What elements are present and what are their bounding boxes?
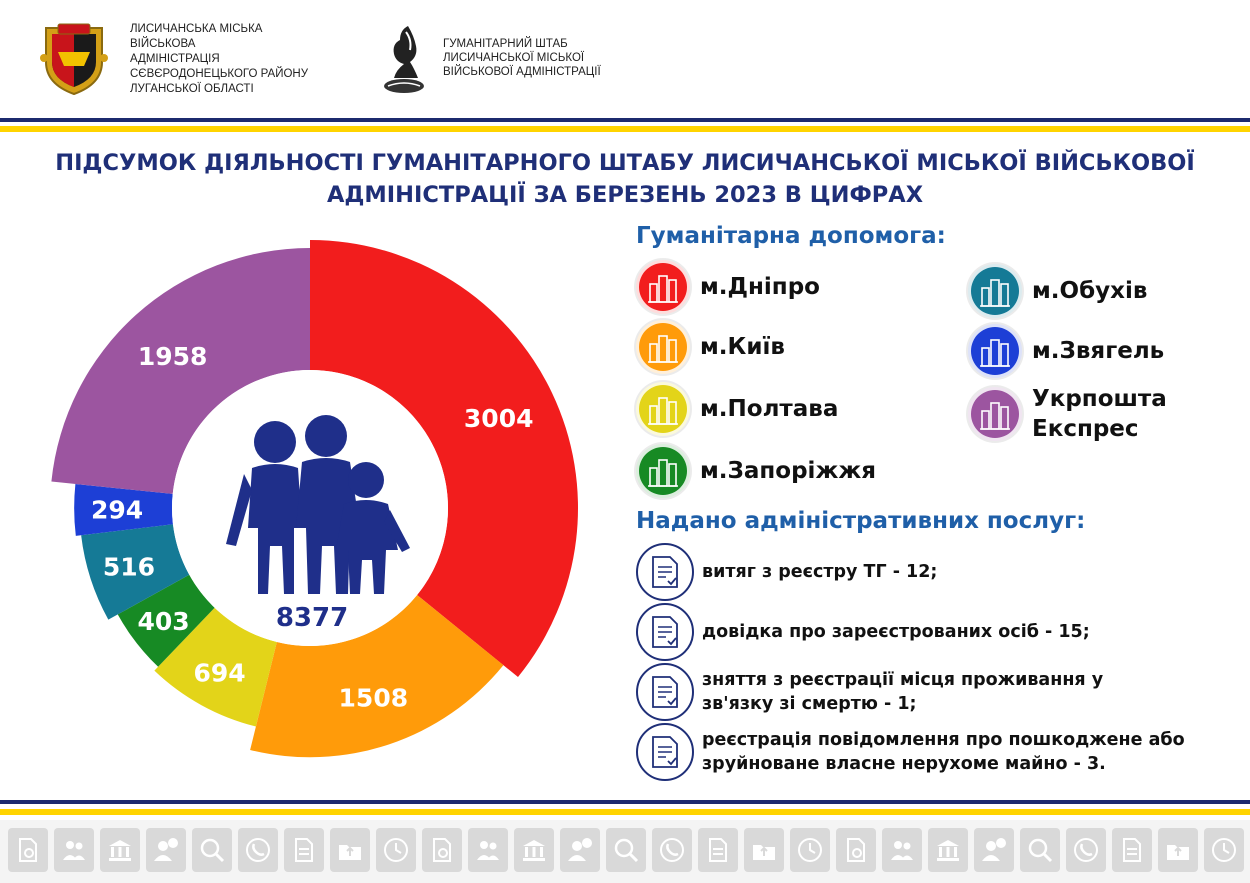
document-icon xyxy=(1112,828,1152,872)
city-icon xyxy=(968,324,1022,378)
org1-line: СЄВЄРОДОНЕЦЬКОГО РАЙОНУ xyxy=(130,68,309,80)
service-item xyxy=(636,543,937,601)
user-alert-icon xyxy=(146,828,186,872)
slice-value-label: 1508 xyxy=(338,683,409,713)
clock-icon xyxy=(376,828,416,872)
aid-section-title: Гуманітарна допомога: xyxy=(636,223,946,249)
legend-item-zaporizhzhia xyxy=(636,444,876,498)
service-text xyxy=(702,668,1103,716)
service-line: зруйноване власне нерухоме майно - 3. xyxy=(702,754,1106,774)
org1-line: ЛИСИЧАНСЬКА МІСЬКА xyxy=(130,23,263,35)
city-icon xyxy=(968,387,1022,441)
folder-upload-icon xyxy=(744,828,784,872)
legend-item-dnipro xyxy=(636,260,820,314)
bank-icon xyxy=(100,828,140,872)
phone-icon xyxy=(652,828,692,872)
clock-icon xyxy=(1204,828,1244,872)
donut-chart-svg xyxy=(30,228,590,788)
org1-line: АДМІНІСТРАЦІЯ xyxy=(130,53,220,65)
search-info-icon xyxy=(192,828,232,872)
footer-icon-band xyxy=(0,820,1250,883)
service-line: зв'язку зі смертю - 1; xyxy=(702,694,917,714)
document-check-icon xyxy=(636,663,694,721)
horse-logo-icon xyxy=(378,22,430,96)
document-icon xyxy=(698,828,738,872)
legend-label: м.Обухів xyxy=(1032,278,1148,304)
header xyxy=(0,0,1250,118)
people-icon xyxy=(468,828,508,872)
city-icon xyxy=(636,320,690,374)
org1-name xyxy=(130,22,308,97)
city-icon xyxy=(636,382,690,436)
service-text xyxy=(702,620,1090,644)
bank-icon xyxy=(514,828,554,872)
service-line: зняття з реєстрації місця проживання у xyxy=(702,670,1104,690)
search-info-icon xyxy=(606,828,646,872)
document-check-icon xyxy=(636,723,694,781)
title-line: ПІДСУМОК ДІЯЛЬНОСТІ ГУМАНІТАРНОГО ШТАБУ ЛИСИЧАНСЬКОЇ МІСЬКОЇ ВІЙСЬКОВОЇ xyxy=(55,150,1195,176)
document-check-icon xyxy=(636,603,694,661)
service-text xyxy=(702,560,937,584)
people-icon xyxy=(54,828,94,872)
search-info-icon xyxy=(1020,828,1060,872)
legend-item-ukrposhta xyxy=(968,384,1167,444)
service-item xyxy=(636,603,1090,661)
bottom-stripe-yellow xyxy=(0,809,1250,815)
people-icon xyxy=(882,828,922,872)
legend-label: м.Київ xyxy=(700,334,785,360)
legend-label: м.Полтава xyxy=(700,396,839,422)
title-line: АДМІНІСТРАЦІЇ ЗА БЕРЕЗЕНЬ 2023 В ЦИФРАХ xyxy=(326,182,924,208)
bottom-stripe-navy xyxy=(0,800,1250,804)
legend-label xyxy=(1032,384,1167,444)
service-line: реєстрація повідомлення про пошкоджене або xyxy=(702,730,1185,750)
top-stripe-navy xyxy=(0,118,1250,122)
top-stripe-yellow xyxy=(0,126,1250,132)
clock-icon xyxy=(790,828,830,872)
page-title xyxy=(0,147,1250,211)
service-text xyxy=(702,728,1185,776)
legend-label-line: Експрес xyxy=(1032,416,1139,442)
org1-line: ВІЙСЬКОВА xyxy=(130,38,196,50)
document-icon xyxy=(284,828,324,872)
user-alert-icon xyxy=(974,828,1014,872)
slice-value-label: 403 xyxy=(137,606,190,636)
phone-icon xyxy=(238,828,278,872)
city-icon xyxy=(636,444,690,498)
org1-line: ЛУГАНСЬКОЇ ОБЛАСТІ xyxy=(130,83,254,95)
org2-line: ГУМАНІТАРНИЙ ШТАБ xyxy=(443,38,568,50)
document-search-icon xyxy=(8,828,48,872)
slice-value-label: 516 xyxy=(102,552,156,582)
phone-icon xyxy=(1066,828,1106,872)
legend-label-line: Укрпошта xyxy=(1032,386,1167,412)
bank-icon xyxy=(928,828,968,872)
coat-of-arms-icon xyxy=(38,22,110,96)
org2-line: ВІЙСЬКОВОЇ АДМІНІСТРАЦІЇ xyxy=(443,66,601,78)
city-icon xyxy=(636,260,690,314)
city-icon xyxy=(968,264,1022,318)
user-alert-icon xyxy=(560,828,600,872)
service-item xyxy=(636,663,1103,721)
slice-value-label: 294 xyxy=(90,495,144,525)
legend-label: м.Запоріжжя xyxy=(700,458,876,484)
slice-value-label: 694 xyxy=(193,658,246,688)
legend-label: м.Звягель xyxy=(1032,338,1165,364)
service-line: довідка про зареєстрованих осіб - 15; xyxy=(702,622,1090,642)
document-check-icon xyxy=(636,543,694,601)
service-line: витяг з реєстру ТГ - 12; xyxy=(702,562,938,582)
legend-label: м.Дніпро xyxy=(700,274,820,300)
service-item xyxy=(636,723,1185,781)
org2-name xyxy=(443,37,601,79)
donut-chart xyxy=(30,228,590,788)
folder-upload-icon xyxy=(1158,828,1198,872)
slice-value-label: 1958 xyxy=(137,341,208,371)
slice-value-label: 3004 xyxy=(463,404,534,434)
legend-item-poltava xyxy=(636,382,838,436)
legend-item-zviahel xyxy=(968,324,1164,378)
folder-upload-icon xyxy=(330,828,370,872)
document-search-icon xyxy=(836,828,876,872)
org2-line: ЛИСИЧАНСЬКОЇ МІСЬКОЇ xyxy=(443,52,585,64)
legend-item-obukhiv xyxy=(968,264,1147,318)
total-label: 8377 xyxy=(275,603,349,633)
services-section-title: Надано адміністративних послуг: xyxy=(636,508,1086,534)
document-search-icon xyxy=(422,828,462,872)
legend-item-kyiv xyxy=(636,320,785,374)
